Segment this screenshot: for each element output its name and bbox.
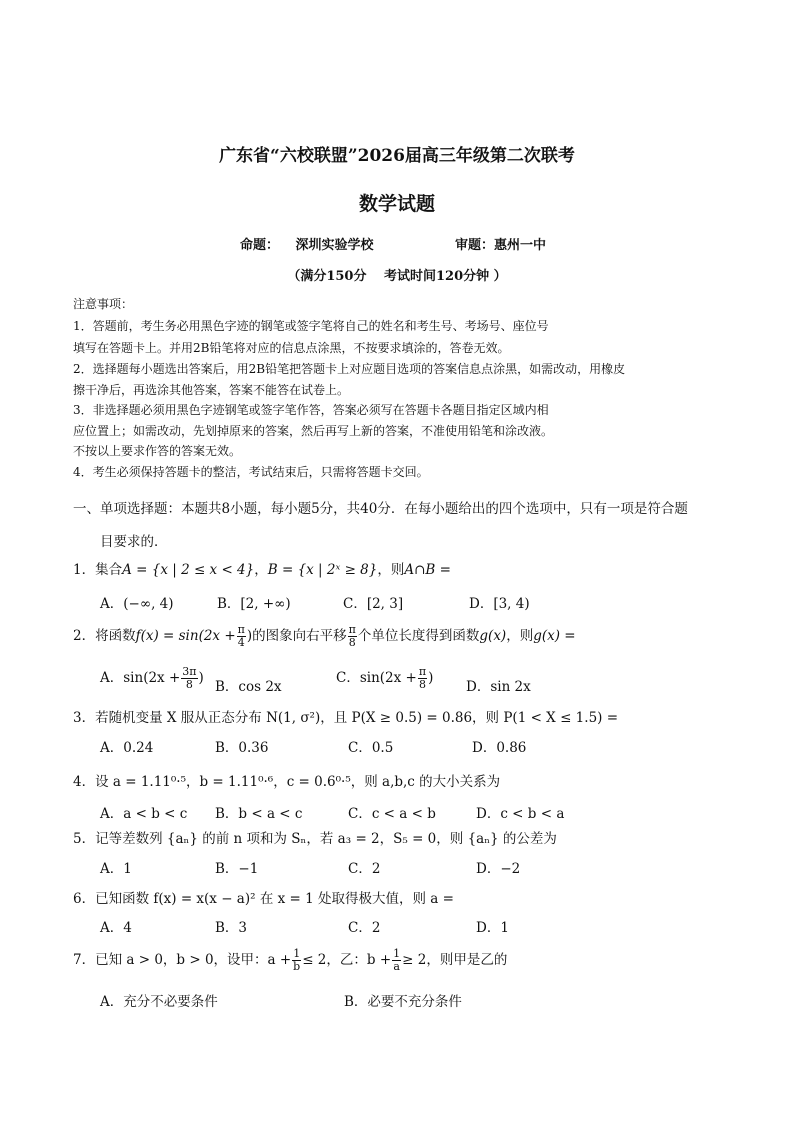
q2-option-b: B．cos 2x <box>215 679 282 695</box>
q3-option-a: A．0.24 <box>100 740 154 756</box>
question-2 <box>73 624 576 649</box>
notes-line: 2．选择题每小题选出答案后，用2B铅笔把答题卡上对应题目选项的答案信息点涂黑，如需改动，用橡皮 <box>73 362 626 376</box>
q2-frac-1-den: 4 <box>237 636 245 649</box>
notes-line: 3．非选择题必须用黑色字迹钢笔或签字笔作答，答案必须写在答题卡各题目指定区域内相 <box>73 403 549 417</box>
q2-close: ) <box>246 628 253 644</box>
q2-opt-c-text: C．sin(2x + <box>336 670 417 686</box>
q1-option-c: C．[2, 3] <box>343 596 404 612</box>
q2-frac-1 <box>237 624 246 649</box>
q6-option-d: D．1 <box>476 920 509 936</box>
q6-option-c: C．2 <box>348 920 381 936</box>
author-line <box>240 234 374 253</box>
q1-stem: 1．集合 <box>73 562 123 578</box>
notes-line: 擦干净后，再选涂其他答案，答案不能答在试卷上。 <box>73 383 350 397</box>
author-name: 深圳实验学校 <box>295 238 374 253</box>
q7-stem-c: ≥ 2，则甲是乙的 <box>402 952 508 968</box>
q7-option-b: B．必要不充分条件 <box>344 994 462 1010</box>
q2-frac-2-num: π <box>348 623 356 636</box>
section-heading-cont: 目要求的． <box>100 534 168 550</box>
q2-stem-b: 的图象向右平移 <box>252 628 347 644</box>
q2-stem: 2．将函数 <box>73 628 136 644</box>
q1-set-b: B = {x | 2ˣ ≥ 8} <box>267 562 378 578</box>
q2-opt-a-frac <box>181 666 197 691</box>
q1-expr: A∩B = <box>404 562 451 578</box>
q1-option-d: D．[3, 4) <box>469 596 530 612</box>
reviewer-label: 审题： <box>455 238 495 253</box>
q1-set-a: A = {x | 2 ≤ x < 4} <box>122 562 255 578</box>
q1-stem-b: ，则 <box>377 562 405 578</box>
q2-gx: g(x) <box>479 628 507 644</box>
exam-title: 广东省“六校联盟”2026届高三年级第二次联考 <box>219 146 575 166</box>
reviewer-line <box>455 234 546 253</box>
question-5: 5．记等差数列 {aₙ} 的前 n 项和为 Sₙ，若 a₃ = 2，S₅ = 0，则 {aₙ} 的公差为 <box>73 831 557 847</box>
subject-title: 数学试题 <box>358 193 435 215</box>
q4-option-d: D．c < b < a <box>476 806 565 822</box>
q2-opt-c-frac <box>418 666 427 691</box>
q3-option-b: B．0.36 <box>215 740 269 756</box>
section-heading: 一、单项选择题：本题共8小题，每小题5分，共40分．在每小题给出的四个选项中，只有一项是符合题 <box>73 501 688 517</box>
q7-frac-1-den: b <box>293 960 301 973</box>
q2-frac-2-den: 8 <box>348 636 356 649</box>
q2-option-d: D．sin 2x <box>466 679 531 695</box>
q7-frac-2 <box>392 948 401 973</box>
notes-line: 不按以上要求作答的答案无效。 <box>73 444 242 458</box>
q7-frac-1 <box>292 948 301 973</box>
q6-option-a: A．4 <box>100 920 132 936</box>
q2-option-a <box>100 666 204 691</box>
q1-option-b: B．[2, +∞) <box>217 596 291 612</box>
q7-option-a: A．充分不必要条件 <box>100 994 218 1010</box>
q3-option-c: C．0.5 <box>348 740 394 756</box>
reviewer-name: 惠州一中 <box>494 238 547 253</box>
question-1 <box>73 558 451 578</box>
notes-line: 4．考生必须保持答题卡的整洁，考试结束后，只需将答题卡交回。 <box>73 465 429 479</box>
q2-opt-a-close: ) <box>198 670 204 686</box>
q2-opt-a-text: A．sin(2x + <box>100 670 181 686</box>
q4-option-b: B．b < a < c <box>215 806 303 822</box>
q2-option-c <box>336 666 433 691</box>
notes-heading: 注意事项： <box>73 297 134 311</box>
question-7 <box>73 948 507 973</box>
q7-stem-b: ≤ 2，乙：b + <box>302 952 392 968</box>
q5-option-c: C．2 <box>348 861 381 877</box>
q6-option-b: B．3 <box>215 920 248 936</box>
notes-line: 应位置上；如需改动，先划掉原来的答案，然后再写上新的答案，不准使用铅笔和涂改液。 <box>73 424 554 438</box>
q7-stem: 7．已知 a > 0，b > 0，设甲：a + <box>73 952 292 968</box>
q2-gx-2: g(x) = <box>533 628 576 644</box>
q2-frac-2 <box>348 624 357 649</box>
q1-option-a: A．(−∞, 4) <box>100 596 174 612</box>
q4-option-c: C．c < a < b <box>348 806 436 822</box>
q2-opt-a-num: 3π <box>182 665 197 678</box>
q7-frac-1-num: 1 <box>293 947 301 960</box>
q7-frac-2-num: 1 <box>393 947 401 960</box>
q2-opt-c-den: 8 <box>418 678 426 691</box>
question-6: 6．已知函数 f(x) = x(x − a)² 在 x = 1 处取得极大值，则 a = <box>73 891 454 907</box>
q7-frac-2-den: a <box>393 960 400 973</box>
q5-option-d: D．−2 <box>476 861 521 877</box>
author-label: 命题： <box>240 238 280 253</box>
q2-stem-d: ，则 <box>506 628 534 644</box>
q1-sep: ， <box>254 562 268 578</box>
q4-option-a: A．a < b < c <box>100 806 188 822</box>
q2-frac-1-num: π <box>237 623 245 636</box>
q5-option-a: A．1 <box>100 861 132 877</box>
notes-line: 1．答题前，考生务必用黑色字迹的钢笔或签字笔将自己的姓名和考生号、考场号、座位号 <box>73 319 549 333</box>
question-3: 3．若随机变量 X 服从正态分布 N(1, σ²)，且 P(X ≥ 0.5) = 0.86，则 P(1 < X ≤ 1.5) = <box>73 710 619 726</box>
q2-func: f(x) = sin(2x + <box>135 628 236 644</box>
score-time: （满分150分 考试时间120分钟 ） <box>287 269 507 284</box>
q2-opt-c-close: ) <box>428 670 434 686</box>
q2-stem-c: 个单位长度得到函数 <box>357 628 480 644</box>
question-4: 4．设 a = 1.11⁰·⁵，b = 1.11⁰·⁶，c = 0.6⁰·⁵，则 a,b,c 的大小关系为 <box>73 774 501 790</box>
notes-line: 填写在答题卡上。并用2B铅笔将对应的信息点涂黑，不按要求填涂的，答卷无效。 <box>73 341 510 355</box>
q2-opt-a-den: 8 <box>185 678 193 691</box>
q3-option-d: D．0.86 <box>472 740 527 756</box>
q2-opt-c-num: π <box>418 665 427 678</box>
q5-option-b: B．−1 <box>215 861 259 877</box>
